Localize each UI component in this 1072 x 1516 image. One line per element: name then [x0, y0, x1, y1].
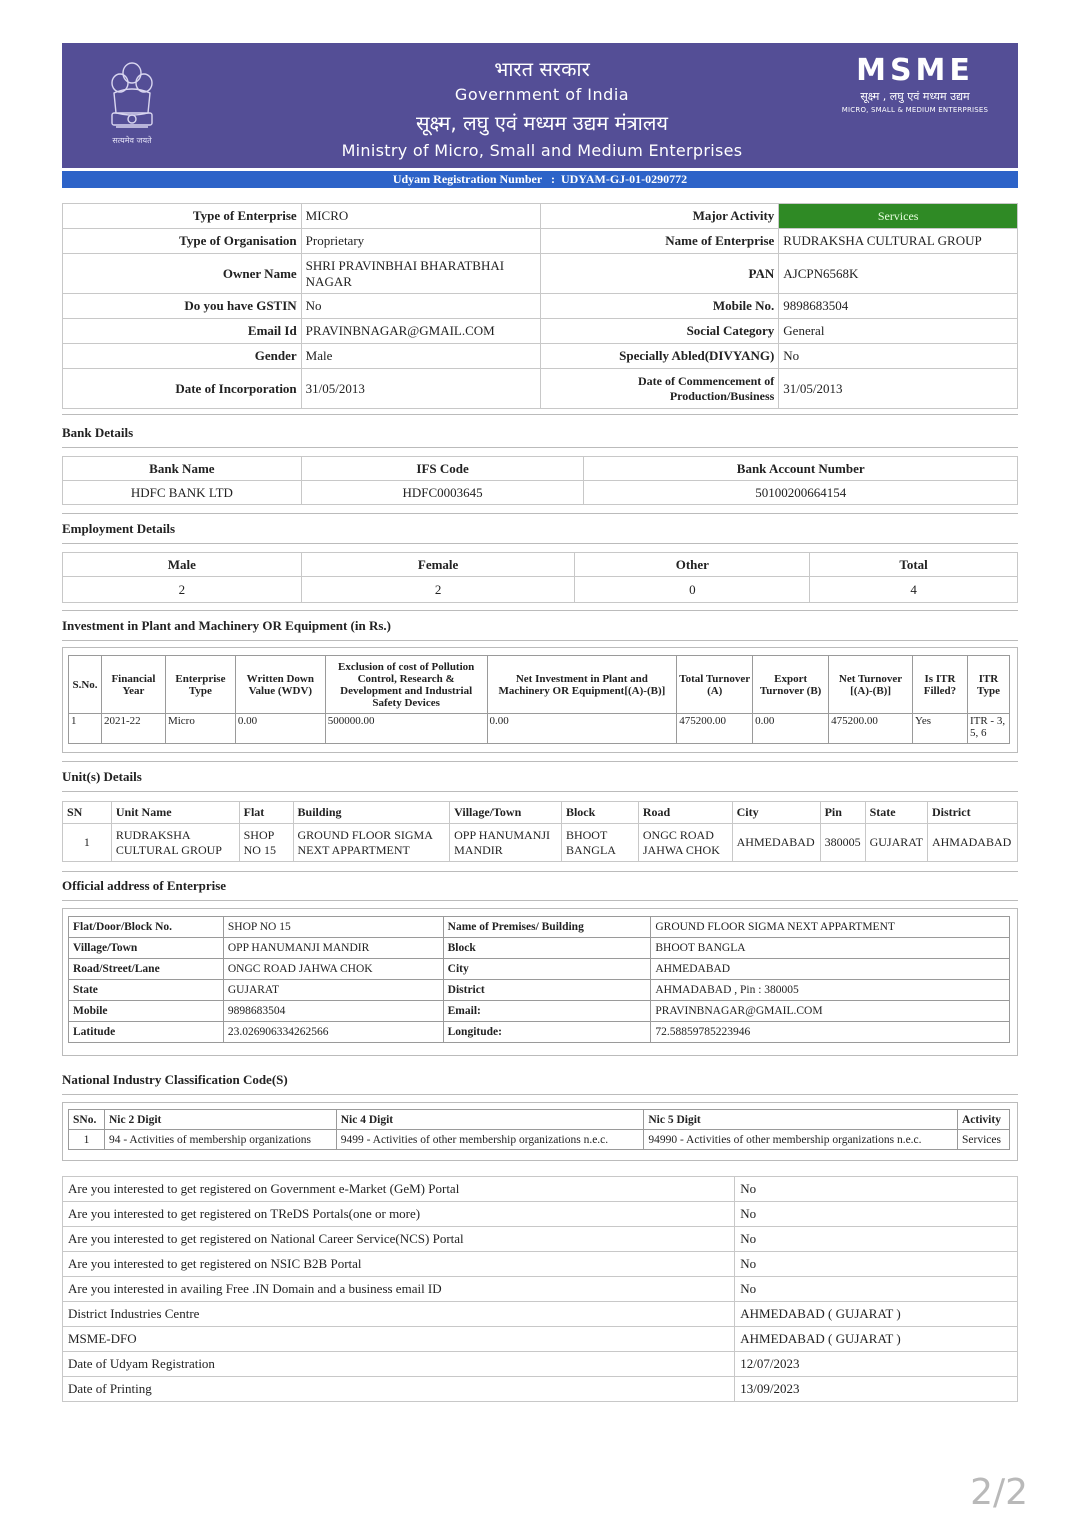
major-activity-value: Services [779, 204, 1018, 229]
inv-exclusion: 500000.00 [325, 714, 487, 744]
inv-turnover-header: Total Turnover (A) [677, 656, 753, 714]
divyang-label: Specially Abled(DIVYANG) [540, 344, 779, 369]
address-value: GUJARAT [223, 980, 443, 1001]
divider [62, 900, 1018, 901]
govt-title: Government of India [454, 85, 630, 104]
pan-value: AJCPN6568K [779, 254, 1018, 294]
owner-name-label: Owner Name [63, 254, 302, 294]
question-answer: No [735, 1202, 1018, 1227]
unit-district: AHMADABAD [927, 824, 1017, 862]
unit-road-header: Road [638, 802, 732, 824]
divider [62, 543, 1018, 544]
unit-village-header: Village/Town [450, 802, 562, 824]
address-value: GROUND FLOOR SIGMA NEXT APPARTMENT [651, 917, 1010, 938]
question-label: Are you interested to get registered on Government e-Market (GeM) Portal [63, 1177, 735, 1202]
page-number: 2/2 [970, 1472, 1028, 1513]
doi-label: Date of Incorporation [63, 369, 302, 409]
nic-section-title: National Industry Classification Code(S) [62, 1072, 288, 1087]
mobile-value: 9898683504 [779, 294, 1018, 319]
units-table [62, 801, 1018, 862]
inv-sno: 1 [69, 714, 102, 744]
address-label: City [443, 959, 651, 980]
ifs-code-header: IFS Code [301, 457, 584, 481]
unit-sn-header: SN [63, 802, 112, 824]
inv-exclusion-header: Exclusion of cost of Pollution Control, Research & Development and Industrial Safety Devices [325, 656, 487, 714]
address-value: AHMADABAD , Pin : 380005 [651, 980, 1010, 1001]
emblem-motto: सत्यमेव जयते [112, 136, 152, 145]
question-answer: AHMEDABAD ( GUJARAT ) [735, 1327, 1018, 1352]
gstin-value: No [301, 294, 540, 319]
question-label: Are you interested in availing Free .IN Domain and a business email ID [63, 1277, 735, 1302]
address-row [69, 917, 1010, 938]
unit-flat-header: Flat [239, 802, 293, 824]
address-row [69, 1022, 1010, 1043]
unit-name-header: Unit Name [111, 802, 239, 824]
unit-block: BHOOT BANGLA [561, 824, 638, 862]
email-value: PRAVINBNAGAR@GMAIL.COM [301, 319, 540, 344]
question-label: Are you interested to get registered on National Career Service(NCS) Portal [63, 1227, 735, 1252]
email-label: Email Id [63, 319, 302, 344]
registration-number: UDYAM-GJ-01-0290772 [560, 172, 688, 186]
other-header: Other [575, 553, 810, 577]
question-label: Are you interested to get registered on TReDS Portals(one or more) [63, 1202, 735, 1227]
inv-net-turnover: 475200.00 [829, 714, 913, 744]
address-label: Email: [443, 1001, 651, 1022]
unit-building-header: Building [293, 802, 450, 824]
address-value: AHMEDABAD [651, 959, 1010, 980]
nic-sno-header: SNo. [69, 1110, 105, 1130]
question-row [63, 1377, 1018, 1402]
question-label: District Industries Centre [63, 1302, 735, 1327]
ministry-title: Ministry of Micro, Small and Medium Enterprises [341, 141, 743, 160]
type-of-org-label: Type of Organisation [63, 229, 302, 254]
divider [62, 610, 1018, 611]
gstin-label: Do you have GSTIN [63, 294, 302, 319]
address-row [69, 959, 1010, 980]
address-section-title: Official address of Enterprise [62, 878, 227, 893]
registration-number-bar [62, 171, 1018, 188]
question-row [63, 1252, 1018, 1277]
unit-state-header: State [865, 802, 927, 824]
address-label: Road/Street/Lane [69, 959, 224, 980]
address-table [68, 916, 1010, 1043]
unit-pin: 380005 [820, 824, 865, 862]
unit-village: OPP HANUMANJI MANDIR [450, 824, 562, 862]
question-answer: No [735, 1277, 1018, 1302]
question-row [63, 1227, 1018, 1252]
address-value: PRAVINBNAGAR@GMAIL.COM [651, 1001, 1010, 1022]
address-row [69, 938, 1010, 959]
address-label: Name of Premises/ Building [443, 917, 651, 938]
inv-export-header: Export Turnover (B) [753, 656, 829, 714]
inv-type: Micro [165, 714, 235, 744]
type-of-enterprise-value: MICRO [301, 204, 540, 229]
type-of-enterprise-label: Type of Enterprise [63, 204, 302, 229]
type-of-org-value: Proprietary [301, 229, 540, 254]
major-activity-label: Major Activity [540, 204, 779, 229]
address-row [69, 1001, 1010, 1022]
question-answer: 12/07/2023 [735, 1352, 1018, 1377]
unit-block-header: Block [561, 802, 638, 824]
investment-table [68, 655, 1010, 744]
address-value: 9898683504 [223, 1001, 443, 1022]
inv-itr-type: ITR - 3, 5, 6 [967, 714, 1009, 744]
address-label: Latitude [69, 1022, 224, 1043]
msme-logo-hindi: सूक्ष्म , लघु एवं मध्यम उद्यम [860, 90, 970, 103]
question-label: Are you interested to get registered on NSIC B2B Portal [63, 1252, 735, 1277]
question-answer: AHMEDABAD ( GUJARAT ) [735, 1302, 1018, 1327]
doc-label: Date of Commencement of Production/Business [540, 369, 779, 409]
unit-sn: 1 [63, 824, 112, 862]
divider [62, 871, 1018, 872]
question-row [63, 1302, 1018, 1327]
inv-turnover: 475200.00 [677, 714, 753, 744]
female-header: Female [301, 553, 575, 577]
nic-table [68, 1109, 1010, 1150]
unit-building: GROUND FLOOR SIGMA NEXT APPARTMENT [293, 824, 450, 862]
registration-sep: : [550, 172, 555, 186]
social-category-label: Social Category [540, 319, 779, 344]
male-value: 2 [63, 577, 302, 603]
unit-flat: SHOP NO 15 [239, 824, 293, 862]
question-label: MSME-DFO [63, 1327, 735, 1352]
social-category-value: General [779, 319, 1018, 344]
divider [62, 447, 1018, 448]
inv-itr-filed-header: Is ITR Filled? [913, 656, 968, 714]
nic2-header: Nic 2 Digit [104, 1110, 336, 1130]
account-number-header: Bank Account Number [584, 457, 1018, 481]
nic-sno: 1 [69, 1130, 105, 1150]
female-value: 2 [301, 577, 575, 603]
gender-value: Male [301, 344, 540, 369]
address-label: Mobile [69, 1001, 224, 1022]
divider [62, 791, 1018, 792]
divider [62, 414, 1018, 415]
enterprise-name-value: RUDRAKSHA CULTURAL GROUP [779, 229, 1018, 254]
question-label: Date of Udyam Registration [63, 1352, 735, 1377]
gender-label: Gender [63, 344, 302, 369]
address-row [69, 980, 1010, 1001]
govt-hindi-title: भारत सरकार [494, 57, 590, 81]
male-header: Male [63, 553, 302, 577]
address-value: BHOOT BANGLA [651, 938, 1010, 959]
nic-activity-header: Activity [957, 1110, 1009, 1130]
inv-net-header: Net Investment in Plant and Machinery OR Equipment[(A)-(B)] [487, 656, 677, 714]
enterprise-name-label: Name of Enterprise [540, 229, 779, 254]
enterprise-details-table [62, 203, 1018, 409]
nic4-header: Nic 4 Digit [336, 1110, 644, 1130]
other-value: 0 [575, 577, 810, 603]
question-answer: 13/09/2023 [735, 1377, 1018, 1402]
investment-section-title: Investment in Plant and Machinery OR Equipment (in Rs.) [62, 618, 391, 633]
inv-wdv-header: Written Down Value (WDV) [235, 656, 325, 714]
unit-district-header: District [927, 802, 1017, 824]
question-row [63, 1352, 1018, 1377]
inv-year-header: Financial Year [101, 656, 165, 714]
address-value: ONGC ROAD JAHWA CHOK [223, 959, 443, 980]
inv-sno-header: S.No. [69, 656, 102, 714]
page-header [62, 43, 1018, 168]
address-label: Block [443, 938, 651, 959]
inv-type-header: Enterprise Type [165, 656, 235, 714]
address-value: SHOP NO 15 [223, 917, 443, 938]
unit-road: ONGC ROAD JAHWA CHOK [638, 824, 732, 862]
inv-wdv: 0.00 [235, 714, 325, 744]
question-row [63, 1202, 1018, 1227]
national-emblem-icon [102, 55, 162, 155]
units-section-title: Unit(s) Details [62, 769, 142, 784]
address-label: Village/Town [69, 938, 224, 959]
unit-name: RUDRAKSHA CULTURAL GROUP [111, 824, 239, 862]
address-value: OPP HANUMANJI MANDIR [223, 938, 443, 959]
unit-city-header: City [732, 802, 820, 824]
bank-name-value: HDFC BANK LTD [63, 481, 302, 505]
inv-net: 0.00 [487, 714, 677, 744]
question-row [63, 1277, 1018, 1302]
question-answer: No [735, 1177, 1018, 1202]
nic5-value: 94990 - Activities of other membership organizations n.e.c. [644, 1130, 958, 1150]
question-row [63, 1177, 1018, 1202]
unit-pin-header: Pin [820, 802, 865, 824]
question-answer: No [735, 1227, 1018, 1252]
msme-logo-subtitle: MICRO, SMALL & MEDIUM ENTERPRISES [841, 106, 989, 114]
address-label: Longitude: [443, 1022, 651, 1043]
question-row [63, 1327, 1018, 1352]
pan-label: PAN [540, 254, 779, 294]
nic4-value: 9499 - Activities of other membership organizations n.e.c. [336, 1130, 644, 1150]
nic-activity-value: Services [957, 1130, 1009, 1150]
address-label: Flat/Door/Block No. [69, 917, 224, 938]
nic5-header: Nic 5 Digit [644, 1110, 958, 1130]
total-value: 4 [810, 577, 1018, 603]
inv-itr-type-header: ITR Type [967, 656, 1009, 714]
mobile-label: Mobile No. [540, 294, 779, 319]
address-label: State [69, 980, 224, 1001]
address-value: 72.58859785223946 [651, 1022, 1010, 1043]
nic2-value: 94 - Activities of membership organizations [104, 1130, 336, 1150]
msme-logo [840, 55, 990, 125]
divider [62, 513, 1018, 514]
registration-label: Udyam Registration Number [392, 172, 542, 186]
inv-net-turnover-header: Net Turnover [(A)-(B)] [829, 656, 913, 714]
doc-value: 31/05/2013 [779, 369, 1018, 409]
account-number-value: 50100200664154 [584, 481, 1018, 505]
msme-logo-word: MSME [856, 53, 974, 88]
divider [62, 761, 1018, 762]
inv-itr-filed: Yes [913, 714, 968, 744]
ifs-code-value: HDFC0003645 [301, 481, 584, 505]
inv-export: 0.00 [753, 714, 829, 744]
owner-name-value: SHRI PRAVINBHAI BHARATBHAI NAGAR [301, 254, 540, 294]
bank-name-header: Bank Name [63, 457, 302, 481]
inv-year: 2021-22 [101, 714, 165, 744]
question-answer: No [735, 1252, 1018, 1277]
address-label: District [443, 980, 651, 1001]
total-header: Total [810, 553, 1018, 577]
address-value: 23.026906334262566 [223, 1022, 443, 1043]
bank-section-title: Bank Details [62, 425, 134, 440]
registration-questions-table [62, 1176, 1018, 1402]
divyang-value: No [779, 344, 1018, 369]
unit-state: GUJARAT [865, 824, 927, 862]
unit-city: AHMEDABAD [732, 824, 820, 862]
divider [62, 1094, 1018, 1095]
question-label: Date of Printing [63, 1377, 735, 1402]
employment-section-title: Employment Details [62, 521, 176, 536]
ministry-hindi-title: सूक्ष्म, लघु एवं मध्यम उद्यम मंत्रालय [416, 111, 668, 135]
employment-table [62, 552, 1018, 603]
divider [62, 640, 1018, 641]
bank-details-table [62, 456, 1018, 505]
doi-value: 31/05/2013 [301, 369, 540, 409]
